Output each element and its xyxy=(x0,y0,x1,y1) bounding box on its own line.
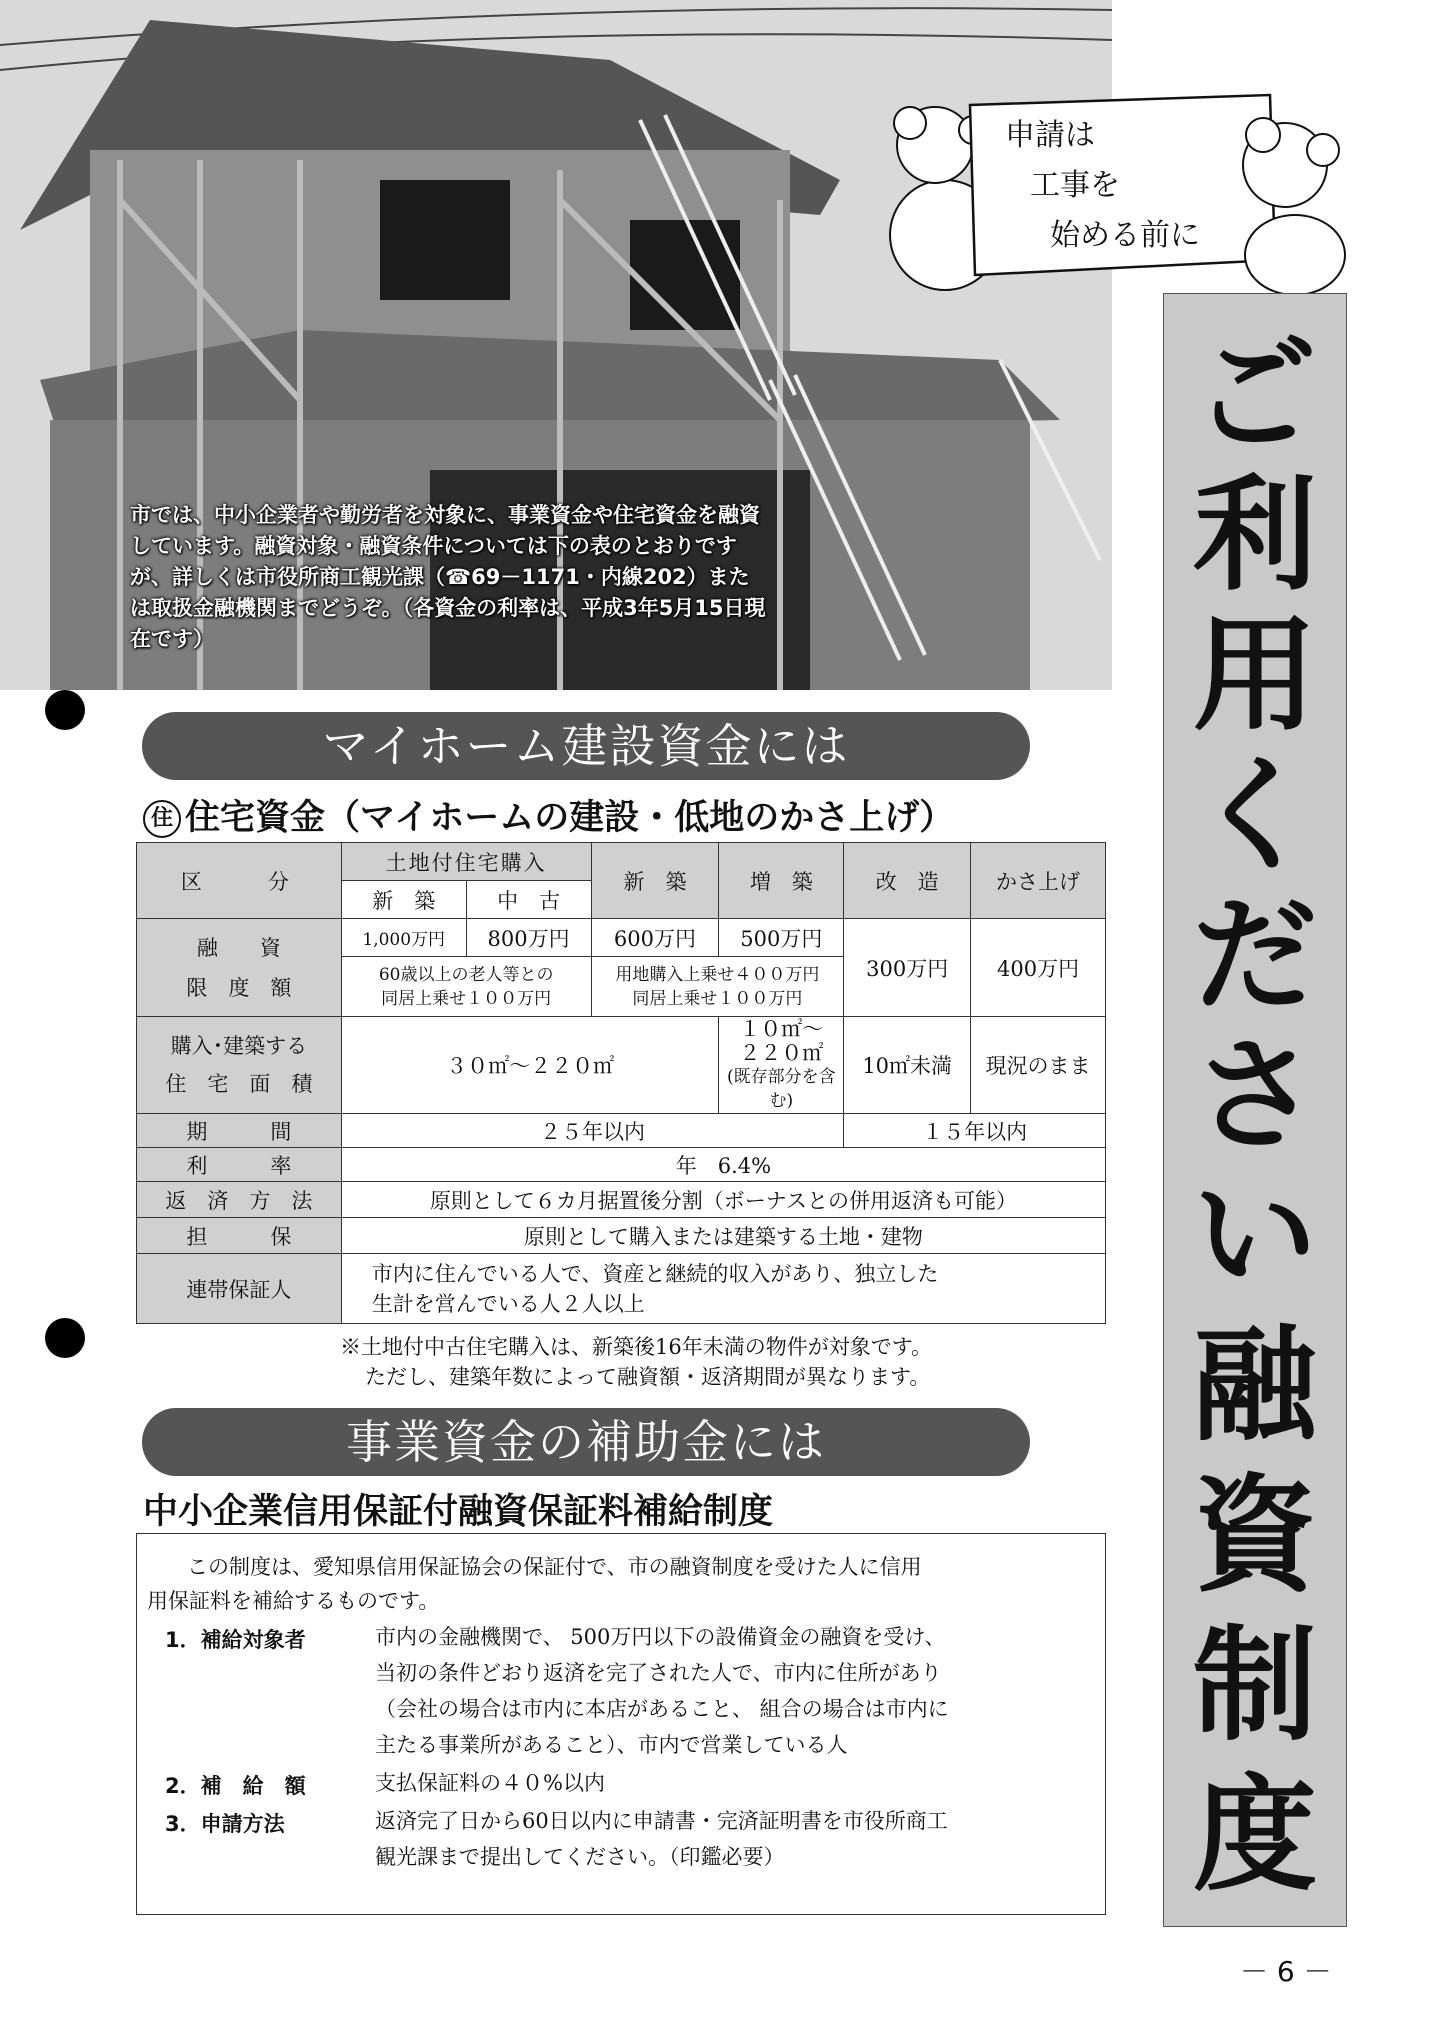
intro-text: 市では、中小企業者や勤労者を対象に、事業資金や住宅資金を融資しています。融資対象・融資条件については下の表のとおりですが、詳しくは市役所商工観光課（☎69－1171・内線202）または取扱金融機関までどうぞ。（各資金の利率は、平成3年5月15日現在です） xyxy=(130,503,766,651)
subsidy-intro-1: この制度は、愛知県信用保証協会の保証付で、市の融資制度を受けた人に信用 xyxy=(187,1555,922,1579)
application-line-1: 返済完了日から60日以内に申請書・完済証明書を市役所商工 xyxy=(375,1809,948,1833)
vertical-title-char: く xyxy=(1192,743,1317,888)
header-tochi: 土地付住宅購入 xyxy=(341,843,591,881)
section2-heading: 事業資金の補助金には xyxy=(142,1408,1030,1476)
row-kikan-label: 期 間 xyxy=(137,1114,342,1148)
subsidy-intro-2: 用保証料を補給するものです。 xyxy=(147,1589,440,1613)
row-menseki-label: 購入･建築する 住 宅 面 積 xyxy=(137,1017,342,1114)
target-line-1: 市内の金融機関で、 500万円以下の設備資金の融資を受け、 xyxy=(375,1625,946,1649)
target-line-3: （会社の場合は市内に本店があること、 組合の場合は市内に xyxy=(375,1697,949,1721)
sign-line-3: 始める前に xyxy=(1050,218,1200,253)
header-kubun: 区 分 xyxy=(137,843,342,919)
vertical-title-char: 融 xyxy=(1192,1313,1317,1458)
housing-loan-table xyxy=(136,842,1106,1324)
area-kasaage: 現況のまま xyxy=(971,1017,1106,1114)
period-25: ２５年以内 xyxy=(341,1114,843,1148)
limit-zouchiku: 500万円 xyxy=(719,919,844,957)
limit-addon-land: 用地購入上乗せ４００万円 同居上乗せ１００万円 xyxy=(591,957,844,1017)
section1-subheading: 住 住宅資金（マイホームの建設・低地のかさ上げ） xyxy=(143,790,954,840)
label-application: 3．申請方法 xyxy=(165,1812,285,1836)
header-kasaage: かさ上げ xyxy=(971,843,1106,919)
mascot-sign xyxy=(875,85,1355,295)
sign-line-2: 工事を xyxy=(1030,168,1120,203)
vertical-title-char: 利 xyxy=(1192,463,1317,608)
vertical-title-char: 制 xyxy=(1192,1613,1317,1758)
label-target: 1．補給対象者 xyxy=(165,1628,306,1652)
header-shinchiku: 新 築 xyxy=(591,843,719,919)
limit-addon-elderly: 60歳以上の老人等との 同居上乗せ１００万円 xyxy=(341,957,591,1017)
target-line-2: 当初の条件どおり返済を完了された人で、市内に住所があり xyxy=(375,1661,942,1685)
area-zouchiku: １０㎡～ ２２０㎡ (既存部分を含む) xyxy=(719,1017,844,1114)
period-15: １５年以内 xyxy=(844,1114,1106,1148)
row-riritsu-label: 利 率 xyxy=(137,1148,342,1182)
sign-line-1: 申請は xyxy=(1005,118,1095,153)
area-main: ３０㎡～２２０㎡ xyxy=(341,1017,719,1114)
vertical-title-char: さ xyxy=(1192,1023,1317,1168)
collateral: 原則として購入または建築する土地・建物 xyxy=(341,1218,1105,1254)
vertical-title-char: ご xyxy=(1192,323,1317,468)
vertical-title-char: 用 xyxy=(1192,603,1317,748)
row-hensai-label: 返 済 方 法 xyxy=(137,1182,342,1218)
row-rentai-label: 連帯保証人 xyxy=(137,1254,342,1324)
area-kaizou: 10㎡未満 xyxy=(844,1017,971,1114)
row-yuushi-label: 融 資 限 度 額 xyxy=(137,919,342,1017)
limit-shinchiku: 600万円 xyxy=(591,919,719,957)
header-zouchiku: 増 築 xyxy=(719,843,844,919)
label-amount: 2．補 給 額 xyxy=(165,1774,306,1798)
subsidy-box xyxy=(136,1533,1106,1915)
target-line-4: 主たる事業所があること）、市内で営業している人 xyxy=(375,1733,848,1757)
repayment-method: 原則として６カ月据置後分割（ボーナスとの併用返済も可能） xyxy=(341,1182,1105,1218)
limit-tochi-chuko: 800万円 xyxy=(466,919,591,957)
vertical-title-char: 度 xyxy=(1192,1763,1317,1908)
header-kaizou: 改 造 xyxy=(844,843,971,919)
interest-rate: 年 6.4% xyxy=(341,1148,1105,1182)
header-tochi-chuko: 中 古 xyxy=(466,881,591,919)
header-tochi-shinchiku: 新 築 xyxy=(341,881,466,919)
limit-tochi-shinchiku: 1,000万円 xyxy=(341,919,466,957)
section1-heading: マイホーム建設資金には xyxy=(142,712,1030,780)
vertical-title xyxy=(1163,293,1347,1927)
row-tanpo-label: 担 保 xyxy=(137,1218,342,1254)
note-line-2: ただし、建築年数によって融資額・返済期間が異なります。 xyxy=(365,1365,931,1389)
punch-hole xyxy=(45,690,85,730)
limit-kaizou: 300万円 xyxy=(844,919,971,1017)
housing-mark: 住 xyxy=(143,800,181,838)
application-line-2: 観光課まで提出してください。（印鑑必要） xyxy=(375,1845,785,1869)
punch-hole xyxy=(45,1318,85,1358)
vertical-title-char: 資 xyxy=(1192,1463,1317,1608)
amount-value: 支払保証料の４０%以内 xyxy=(375,1771,605,1795)
vertical-title-char: い xyxy=(1192,1163,1317,1308)
page-number: － 6 － xyxy=(1240,1955,1332,1988)
section2-subheading: 中小企業信用保証付融資保証料補給制度 xyxy=(143,1492,774,1532)
limit-kasaage: 400万円 xyxy=(971,919,1106,1017)
guarantor: 市内に住んでいる人で、資産と継続的収入があり、独立した 生計を営んでいる人２人以上 xyxy=(341,1254,1105,1324)
note-line-1: ※土地付中古住宅購入は、新築後16年未満の物件が対象です。 xyxy=(340,1335,933,1359)
vertical-title-char: だ xyxy=(1192,883,1317,1028)
